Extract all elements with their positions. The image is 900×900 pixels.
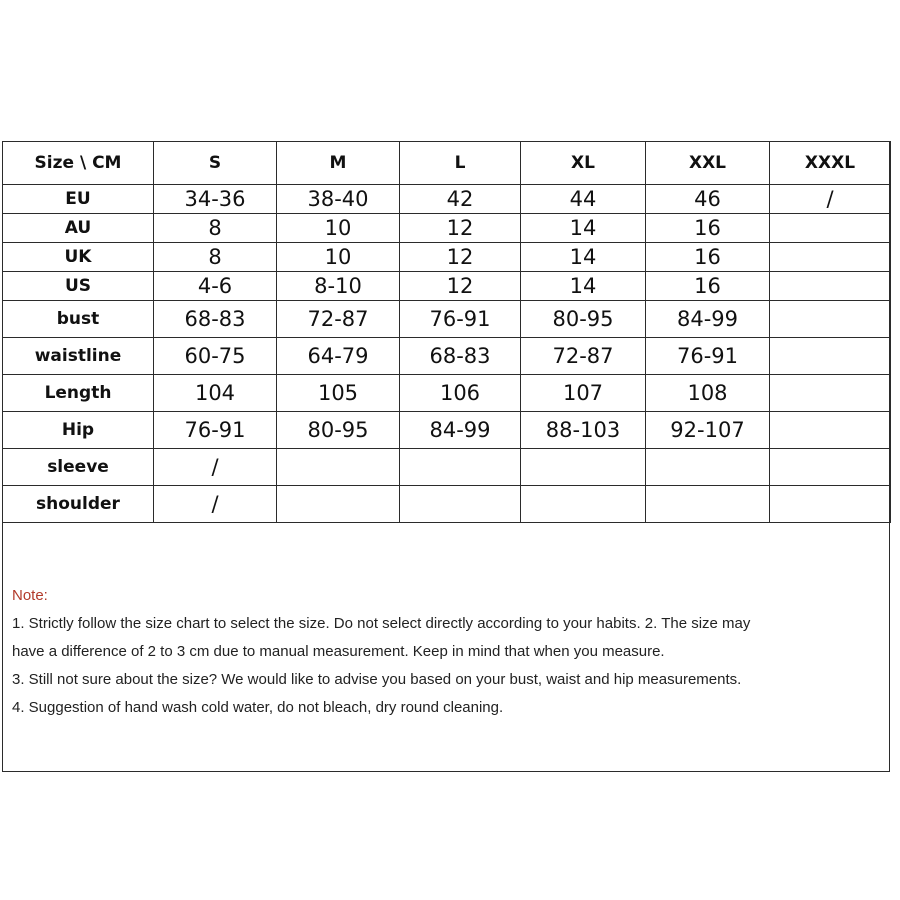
table-cell: 76-91	[400, 301, 521, 338]
table-cell	[646, 449, 770, 486]
table-row-shoulder	[3, 486, 891, 523]
header-cell-size-cm: Size \ CM	[3, 142, 154, 185]
table-cell: 76-91	[154, 412, 277, 449]
table-cell: 12	[400, 214, 521, 243]
table-cell: 106	[400, 375, 521, 412]
table-cell	[770, 375, 891, 412]
table-cell: 104	[154, 375, 277, 412]
table-cell: 8	[154, 243, 277, 272]
table-cell: 8-10	[277, 272, 400, 301]
row-label: sleeve	[3, 449, 154, 486]
table-header-row	[3, 142, 891, 185]
table-cell: 16	[646, 243, 770, 272]
row-label: US	[3, 272, 154, 301]
table-cell: 107	[521, 375, 646, 412]
table-cell: 76-91	[646, 338, 770, 375]
table-cell	[770, 272, 891, 301]
table-cell: 64-79	[277, 338, 400, 375]
row-label: waistline	[3, 338, 154, 375]
row-label: EU	[3, 185, 154, 214]
table-cell: 68-83	[154, 301, 277, 338]
table-cell	[521, 486, 646, 523]
table-cell: 42	[400, 185, 521, 214]
table-cell: 12	[400, 243, 521, 272]
table-row-length	[3, 375, 891, 412]
notes-section	[12, 582, 888, 722]
table-row-us	[3, 272, 891, 301]
table-cell: /	[154, 449, 277, 486]
table-cell: 34-36	[154, 185, 277, 214]
table-row-au	[3, 214, 891, 243]
table-cell: 68-83	[400, 338, 521, 375]
table-row-eu	[3, 185, 891, 214]
size-chart-table	[2, 141, 891, 523]
table-cell: 14	[521, 243, 646, 272]
row-label: shoulder	[3, 486, 154, 523]
table-cell: 80-95	[521, 301, 646, 338]
table-row-uk	[3, 243, 891, 272]
table-cell: 84-99	[646, 301, 770, 338]
table-cell	[770, 301, 891, 338]
table-row-waistline	[3, 338, 891, 375]
row-label: Length	[3, 375, 154, 412]
notes-title: Note:	[12, 587, 48, 604]
table-cell	[770, 412, 891, 449]
table-cell: 10	[277, 214, 400, 243]
table-cell: 46	[646, 185, 770, 214]
note-line: 3. Still not sure about the size? We would like to advise you based on your bust, waist and hip measurements.	[12, 671, 742, 688]
table-cell: 10	[277, 243, 400, 272]
table-cell: 108	[646, 375, 770, 412]
table-cell: 60-75	[154, 338, 277, 375]
table-cell	[521, 449, 646, 486]
header-cell-l: L	[400, 142, 521, 185]
table-cell: 92-107	[646, 412, 770, 449]
table-cell	[770, 449, 891, 486]
table-cell	[770, 486, 891, 523]
table-cell	[277, 486, 400, 523]
header-cell-s: S	[154, 142, 277, 185]
table-cell: 88-103	[521, 412, 646, 449]
header-cell-m: M	[277, 142, 400, 185]
table-cell: 12	[400, 272, 521, 301]
row-label: UK	[3, 243, 154, 272]
table-cell	[770, 214, 891, 243]
row-label: Hip	[3, 412, 154, 449]
table-cell: /	[770, 185, 891, 214]
header-cell-xl: XL	[521, 142, 646, 185]
table-cell	[277, 449, 400, 486]
table-cell: /	[154, 486, 277, 523]
table-cell	[646, 486, 770, 523]
table-cell	[400, 486, 521, 523]
table-row-hip	[3, 412, 891, 449]
table-cell	[400, 449, 521, 486]
table-cell: 105	[277, 375, 400, 412]
note-line: 1. Strictly follow the size chart to select the size. Do not select directly according to your habits. 2. The size may	[12, 615, 751, 632]
note-line: have a difference of 2 to 3 cm due to manual measurement. Keep in mind that when you measure.	[12, 643, 665, 660]
table-cell: 80-95	[277, 412, 400, 449]
table-cell: 84-99	[400, 412, 521, 449]
note-line: 4. Suggestion of hand wash cold water, do not bleach, dry round cleaning.	[12, 699, 504, 716]
table-cell: 4-6	[154, 272, 277, 301]
table-row-bust	[3, 301, 891, 338]
row-label: AU	[3, 214, 154, 243]
header-cell-xxxl: XXXL	[770, 142, 891, 185]
table-cell: 72-87	[521, 338, 646, 375]
table-cell: 14	[521, 214, 646, 243]
row-label: bust	[3, 301, 154, 338]
table-cell	[770, 338, 891, 375]
table-cell: 8	[154, 214, 277, 243]
table-cell: 14	[521, 272, 646, 301]
table-row-sleeve	[3, 449, 891, 486]
table-cell: 38-40	[277, 185, 400, 214]
header-cell-xxl: XXL	[646, 142, 770, 185]
table-cell: 72-87	[277, 301, 400, 338]
table-cell: 44	[521, 185, 646, 214]
table-cell: 16	[646, 214, 770, 243]
table-cell	[770, 243, 891, 272]
table-cell: 16	[646, 272, 770, 301]
